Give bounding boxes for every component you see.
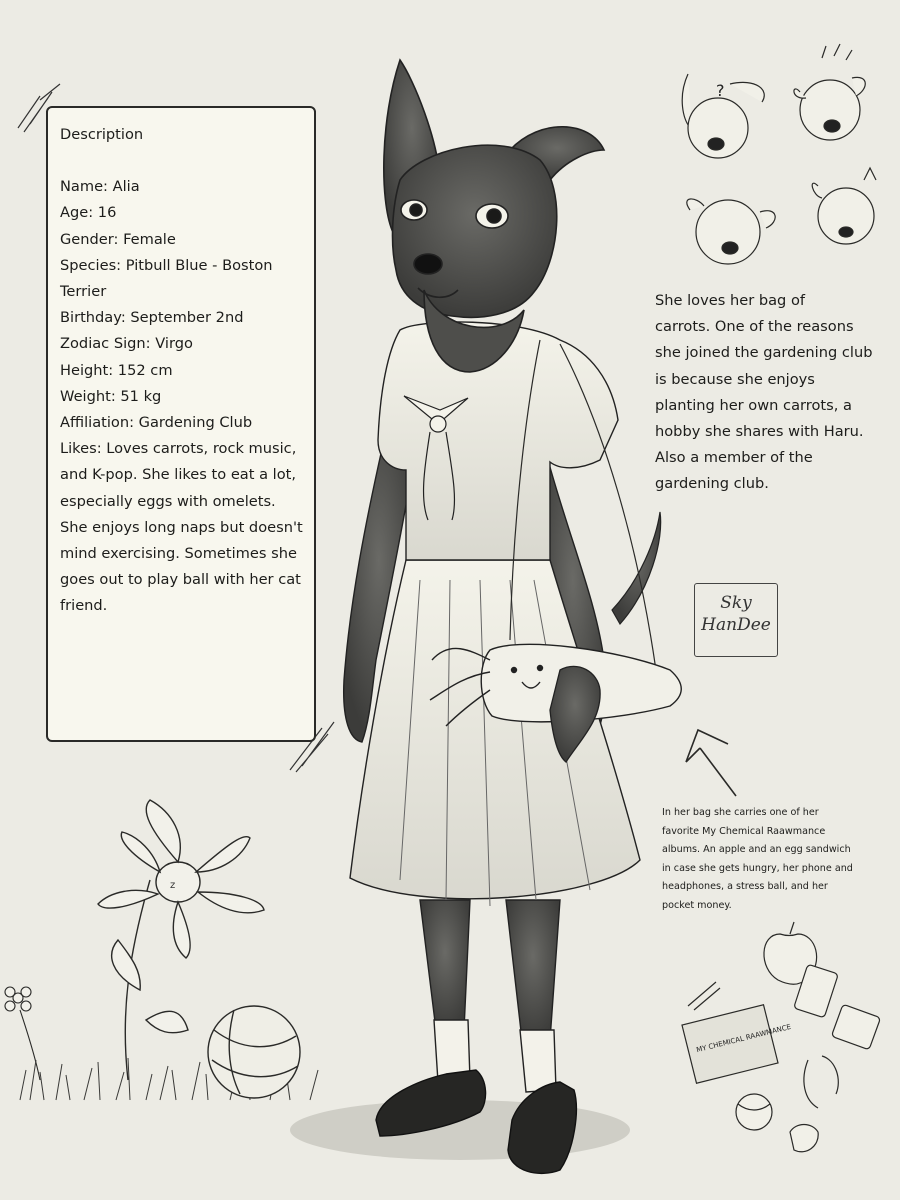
arrow-up-icon: [686, 730, 736, 796]
pencil-icon: [688, 982, 720, 1010]
legs: [420, 900, 560, 1040]
description-species: Species: Pitbull Blue - Boston: [60, 256, 273, 274]
dress-skirt: [350, 560, 640, 899]
expression-sketch-worried-icon: [687, 199, 775, 264]
description-birthday: Birthday: September 2nd: [60, 309, 244, 327]
question-mark-icon: ?: [716, 81, 725, 100]
expression-sketch-happy-icon: [812, 168, 876, 244]
album-icon: [682, 1005, 792, 1084]
description-title: Description: [60, 126, 144, 143]
stress-ball-icon: [736, 1094, 772, 1130]
ball-icon: [208, 1006, 300, 1098]
description-zodiac: Zodiac Sign: Virgo: [60, 335, 193, 353]
bag-contents-note: In her bag she carries one of her favorite My Chemical Raawmance albums. An apple and an egg sandwich in case she gets hungry, her phone and headphones, a stress ball, and her pocket money.: [662, 807, 853, 911]
description-weight: Weight: 51 kg: [60, 387, 162, 405]
album-title: MY CHEMICAL RAAWMANCE: [695, 1022, 792, 1055]
description-card: [46, 106, 316, 742]
signature-line-1: Sky: [720, 593, 752, 613]
description-species-cont: Terrier: [60, 283, 107, 301]
expression-sketch-confused-icon: [682, 74, 764, 158]
description-age: Age: 16: [60, 204, 117, 222]
carrot-bag-paragraph: She loves her bag of carrots. One of the reasons she joined the gardening club is because she enjoys planting her own carrots, a hobby she shares with Haru. Also a member of the gardening club.: [655, 292, 873, 493]
signature-line-2: HanDee: [701, 615, 771, 635]
description-gender: Gender: Female: [60, 230, 176, 248]
headphones-icon: [804, 1056, 838, 1108]
expression-sketch-surprised-icon: [794, 44, 865, 140]
artist-signature: [694, 583, 778, 657]
money-pouch-icon: [790, 1125, 818, 1152]
tail: [612, 512, 661, 624]
description-likes: Likes: Loves carrots, rock music, and K-pop. She likes to eat a lot, especially eggs with omelets. She enjoys long naps but doesn't mind exercising. Sometimes she goes out to play ball with her cat friend.: [60, 440, 303, 615]
description-height: Height: 152 cm: [60, 361, 173, 379]
description-affiliation: Affiliation: Gardening Club: [60, 414, 253, 432]
flower-face-mark: z: [170, 880, 176, 891]
egg-sandwich-icon: [831, 1004, 880, 1050]
description-name: Name: Alia: [60, 178, 140, 196]
